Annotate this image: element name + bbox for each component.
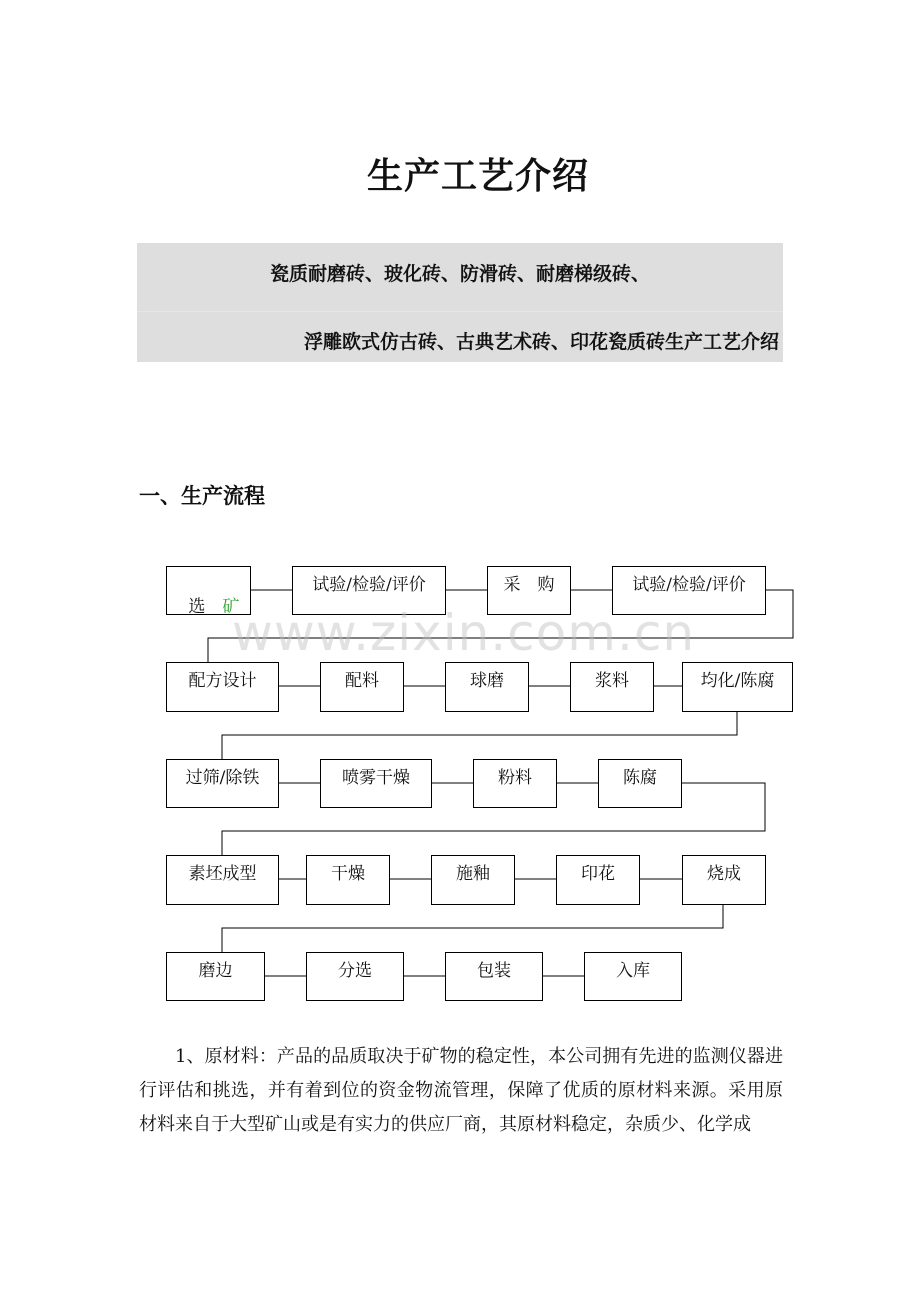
flow-box-purchase: 采 购 [487, 566, 571, 615]
flow-box-sieve: 过筛/除铁 [166, 759, 279, 808]
flow-box-test-1: 试验/检验/评价 [292, 566, 446, 615]
flow-label-select: 选 [188, 597, 206, 617]
flow-box-spray-dry: 喷雾干燥 [320, 759, 432, 808]
flow-box-homogenize: 均化/陈腐 [682, 662, 793, 712]
body-paragraph: 1、原材料：产品的品质取决于矿物的稳定性，本公司拥有先进的监测仪器进行评估和挑选，并有着到位的资金物流管理，保障了优质的原材料来源。采用原材料来自于大型矿山或是有实力的供应厂商，其原材料稳定，杂质少、化学成 [139, 1046, 783, 1135]
flow-box-firing: 烧成 [682, 855, 766, 905]
document-title: 生产工艺介绍 [366, 155, 589, 197]
watermark: www.zixin.com.cn [232, 604, 696, 662]
flow-box-printing: 印花 [556, 855, 640, 905]
flow-box-drying: 干燥 [306, 855, 390, 905]
flow-box-aging: 陈腐 [598, 759, 682, 808]
flow-box-slurry: 浆料 [570, 662, 654, 712]
flow-box-glazing: 施釉 [431, 855, 515, 905]
banner-line-1: 瓷质耐磨砖、玻化砖、防滑砖、耐磨梯级砖、 [269, 263, 650, 285]
flow-box-powder: 粉料 [473, 759, 557, 808]
flow-box-warehouse: 入库 [584, 952, 682, 1001]
banner-line-2: 浮雕欧式仿古砖、古典艺术砖、印花瓷质砖生产工艺介绍 [303, 331, 779, 353]
flow-box-formula: 配方设计 [166, 662, 279, 712]
flow-box-edging: 磨边 [166, 952, 265, 1001]
flow-box-forming: 素坯成型 [166, 855, 279, 905]
flow-box-batching: 配料 [320, 662, 404, 712]
flow-box-test-2: 试验/检验/评价 [612, 566, 766, 615]
flow-box-ball-mill: 球磨 [445, 662, 529, 712]
section-heading: 一、生产流程 [139, 483, 265, 508]
flow-label-ore: 矿 [222, 597, 240, 617]
flow-box-sorting: 分选 [306, 952, 404, 1001]
flow-box-packing: 包装 [445, 952, 543, 1001]
